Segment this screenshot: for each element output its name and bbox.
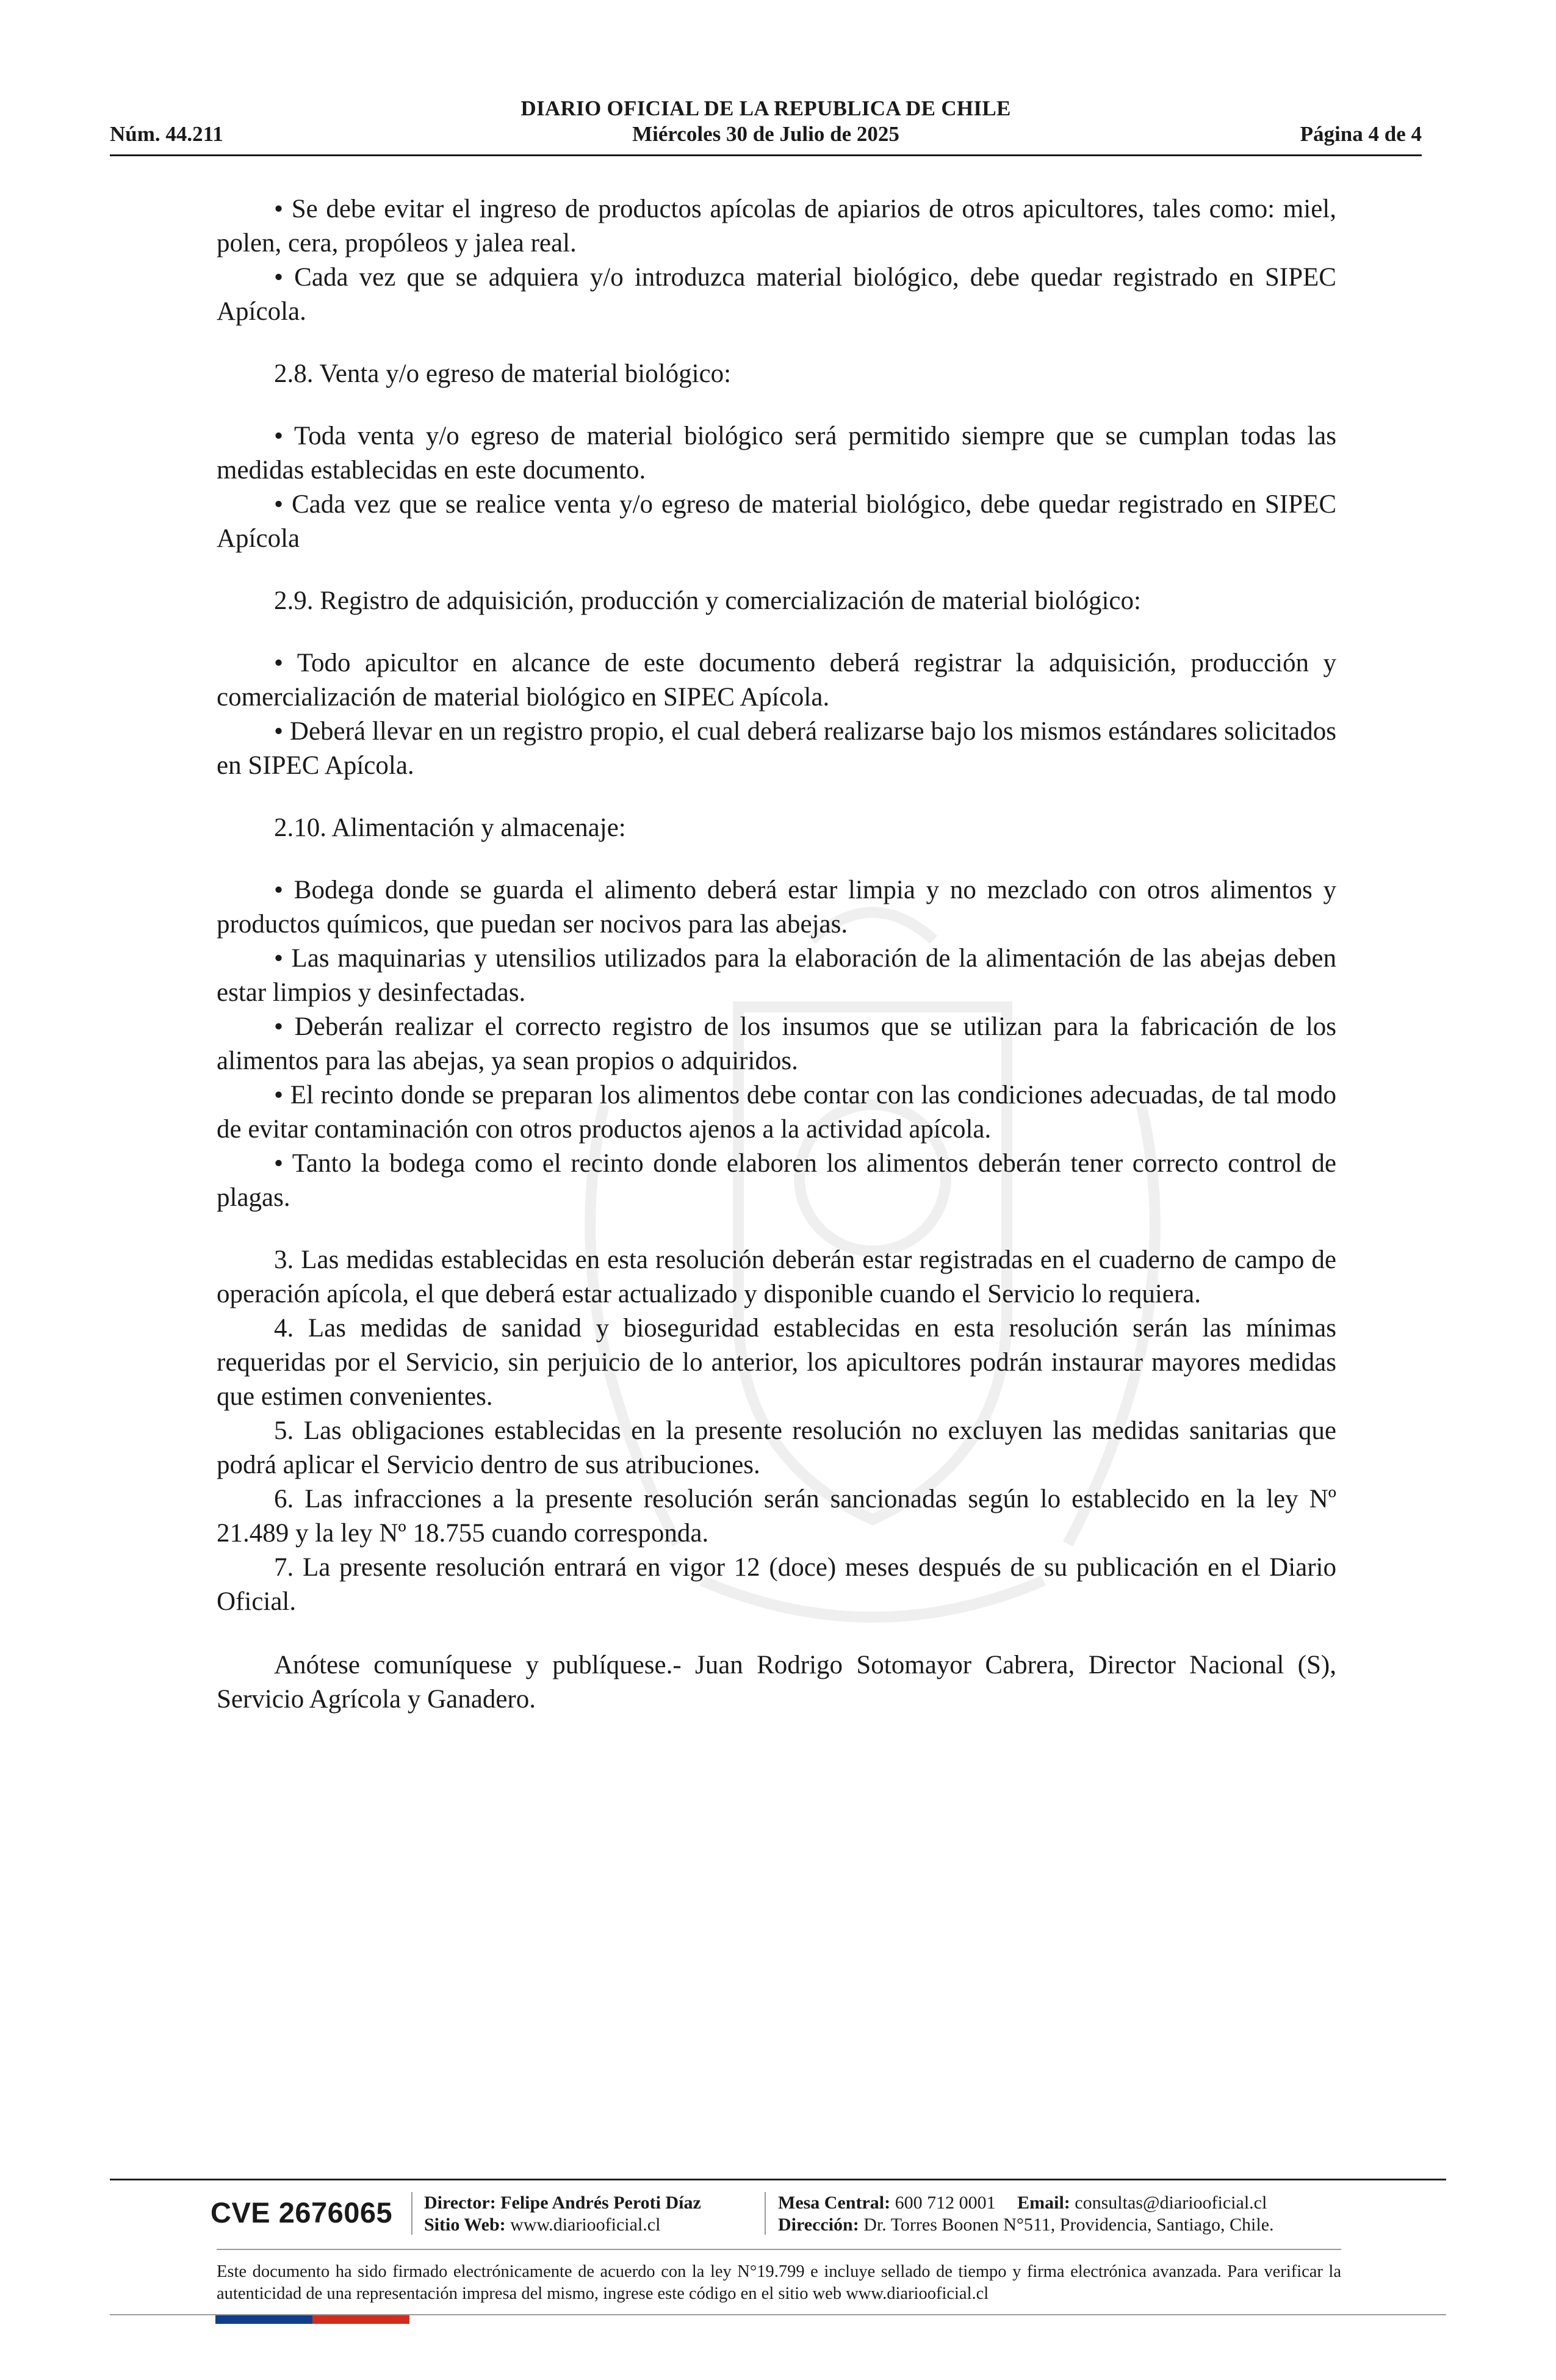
- page-number: Página 4 de 4: [1300, 122, 1422, 146]
- body-paragraph: • Se debe evitar el ingreso de productos apícolas de apiarios de otros apicultores, tales como: miel, polen, cera, propóleos y jalea real.: [217, 195, 1336, 258]
- body-paragraph: 2.9. Registro de adquisición, producción y comercialización de material biológico:: [274, 586, 1141, 615]
- director-info: [424, 2192, 701, 2214]
- body-paragraph: Anótese comuníquese y publíquese.- Juan Rodrigo Sotomayor Cabrera, Director Nacional (S), Servicio Agrícola y Ganadero.: [217, 1651, 1336, 1714]
- footer-divider: [110, 2179, 1446, 2180]
- director-name: Felipe Andrés Peroti Díaz: [500, 2193, 701, 2213]
- body-paragraph: • Cada vez que se realice venta y/o egreso de material biológico, debe quedar registrado en SIPEC Apícola: [217, 490, 1336, 553]
- body-paragraph: • Bodega donde se guarda el alimento deberá estar limpia y no mezclado con otros alimentos y productos químicos, que puedan ser nocivos para las abejas.: [217, 876, 1336, 939]
- address-value: Dr. Torres Boonen N°511, Providencia, Santiago, Chile.: [863, 2215, 1274, 2235]
- body-paragraph: • El recinto donde se preparan los alimentos debe contar con las condiciones adecuadas, de tal modo de evitar contaminación con otros productos ajenos a la actividad apícola.: [217, 1081, 1336, 1144]
- body-paragraph: • Todo apicultor en alcance de este documento deberá registrar la adquisición, producción y comercialización de material biológico en SIPEC Apícola.: [217, 649, 1336, 712]
- website-label: Sitio Web:: [424, 2215, 506, 2235]
- body-paragraph: 2.8. Venta y/o egreso de material biológico:: [274, 359, 732, 388]
- website-link[interactable]: www.diariooficial.cl: [510, 2215, 661, 2235]
- flag-stripe: [215, 2315, 409, 2324]
- publication-title: DIARIO OFICIAL DE LA REPUBLICA DE CHILE: [520, 96, 1011, 120]
- footer-separator: [765, 2192, 766, 2235]
- body-paragraph: • Tanto la bodega como el recinto donde elaboren los alimentos deberán tener correcto control de plagas.: [217, 1149, 1336, 1212]
- body-paragraph: • Las maquinarias y utensilios utilizados para la elaboración de la alimentación de las abejas deben estar limpios y desinfectadas.: [217, 944, 1336, 1007]
- email-label: Email:: [1017, 2193, 1070, 2213]
- body-paragraph: 3. Las medidas establecidas en esta resolución deberán estar registradas en el cuaderno de campo de operación apícola, el que deberá estar actualizado y disponible cuando el Servicio lo requiera.: [217, 1246, 1336, 1308]
- website-info: [424, 2214, 660, 2236]
- mesa-label: Mesa Central:: [778, 2193, 891, 2213]
- contact-info: [778, 2192, 1267, 2214]
- issue-number: Núm. 44.211: [110, 122, 223, 146]
- page-header: [110, 92, 1422, 159]
- flag-blue-band: [215, 2315, 312, 2324]
- body-paragraph: • Cada vez que se adquiera y/o introduzca material biológico, debe quedar registrado en SIPEC Apícola.: [217, 263, 1336, 326]
- document-body: [217, 192, 1336, 1717]
- header-divider: [110, 154, 1422, 156]
- legal-notice: Este documento ha sido firmado electrónicamente de acuerdo con la ley N°19.799 e incluye sellado de tiempo y firma electrónica avanzada. Para verificar la autenticidad de una representación impresa del mismo, ingrese este código en el sitio web www.diariooficial.cl: [217, 2262, 1341, 2303]
- flag-red-band: [312, 2315, 409, 2324]
- director-label: Director:: [424, 2193, 496, 2213]
- body-paragraph: 5. Las obligaciones establecidas en la presente resolución no excluyen las medidas sanitarias que podrá aplicar el Servicio dentro de sus atribuciones.: [217, 1416, 1336, 1479]
- address-label: Dirección:: [778, 2215, 859, 2235]
- body-paragraph: 4. Las medidas de sanidad y bioseguridad establecidas en esta resolución serán las mínimas requeridas por el Servicio, sin perjuicio de lo anterior, los apicultores podrán instaurar mayores medidas que estimen convenientes.: [217, 1314, 1336, 1411]
- body-paragraph: 7. La presente resolución entrará en vigor 12 (doce) meses después de su publicación en el Diario Oficial.: [217, 1553, 1336, 1616]
- cve-code: CVE 2676065: [211, 2196, 393, 2229]
- page-footer: [110, 2179, 1446, 2331]
- issue-date: Miércoles 30 de Julio de 2025: [632, 122, 899, 146]
- body-paragraph: • Deberán realizar el correcto registro de los insumos que se utilizan para la fabricación de los alimentos para las abejas, ya sean propios o adquiridos.: [217, 1012, 1336, 1075]
- mesa-phone: 600 712 0001: [895, 2193, 996, 2213]
- body-paragraph: 6. Las infracciones a la presente resolución serán sancionadas según lo establecido en la ley Nº 21.489 y la ley Nº 18.755 cuando corresponda.: [217, 1485, 1336, 1548]
- email-address[interactable]: consultas@diariooficial.cl: [1075, 2193, 1267, 2213]
- body-paragraph: • Toda venta y/o egreso de material biológico será permitido siempre que se cumplan todas las medidas establecidas en este documento.: [217, 422, 1336, 485]
- body-paragraph: • Deberá llevar en un registro propio, el cual deberá realizarse bajo los mismos estándares solicitados en SIPEC Apícola.: [217, 717, 1336, 780]
- footer-inner-divider: [217, 2249, 1341, 2250]
- address-info: [778, 2214, 1274, 2236]
- footer-separator: [411, 2192, 412, 2235]
- body-paragraph: 2.10. Alimentación y almacenaje:: [274, 813, 626, 842]
